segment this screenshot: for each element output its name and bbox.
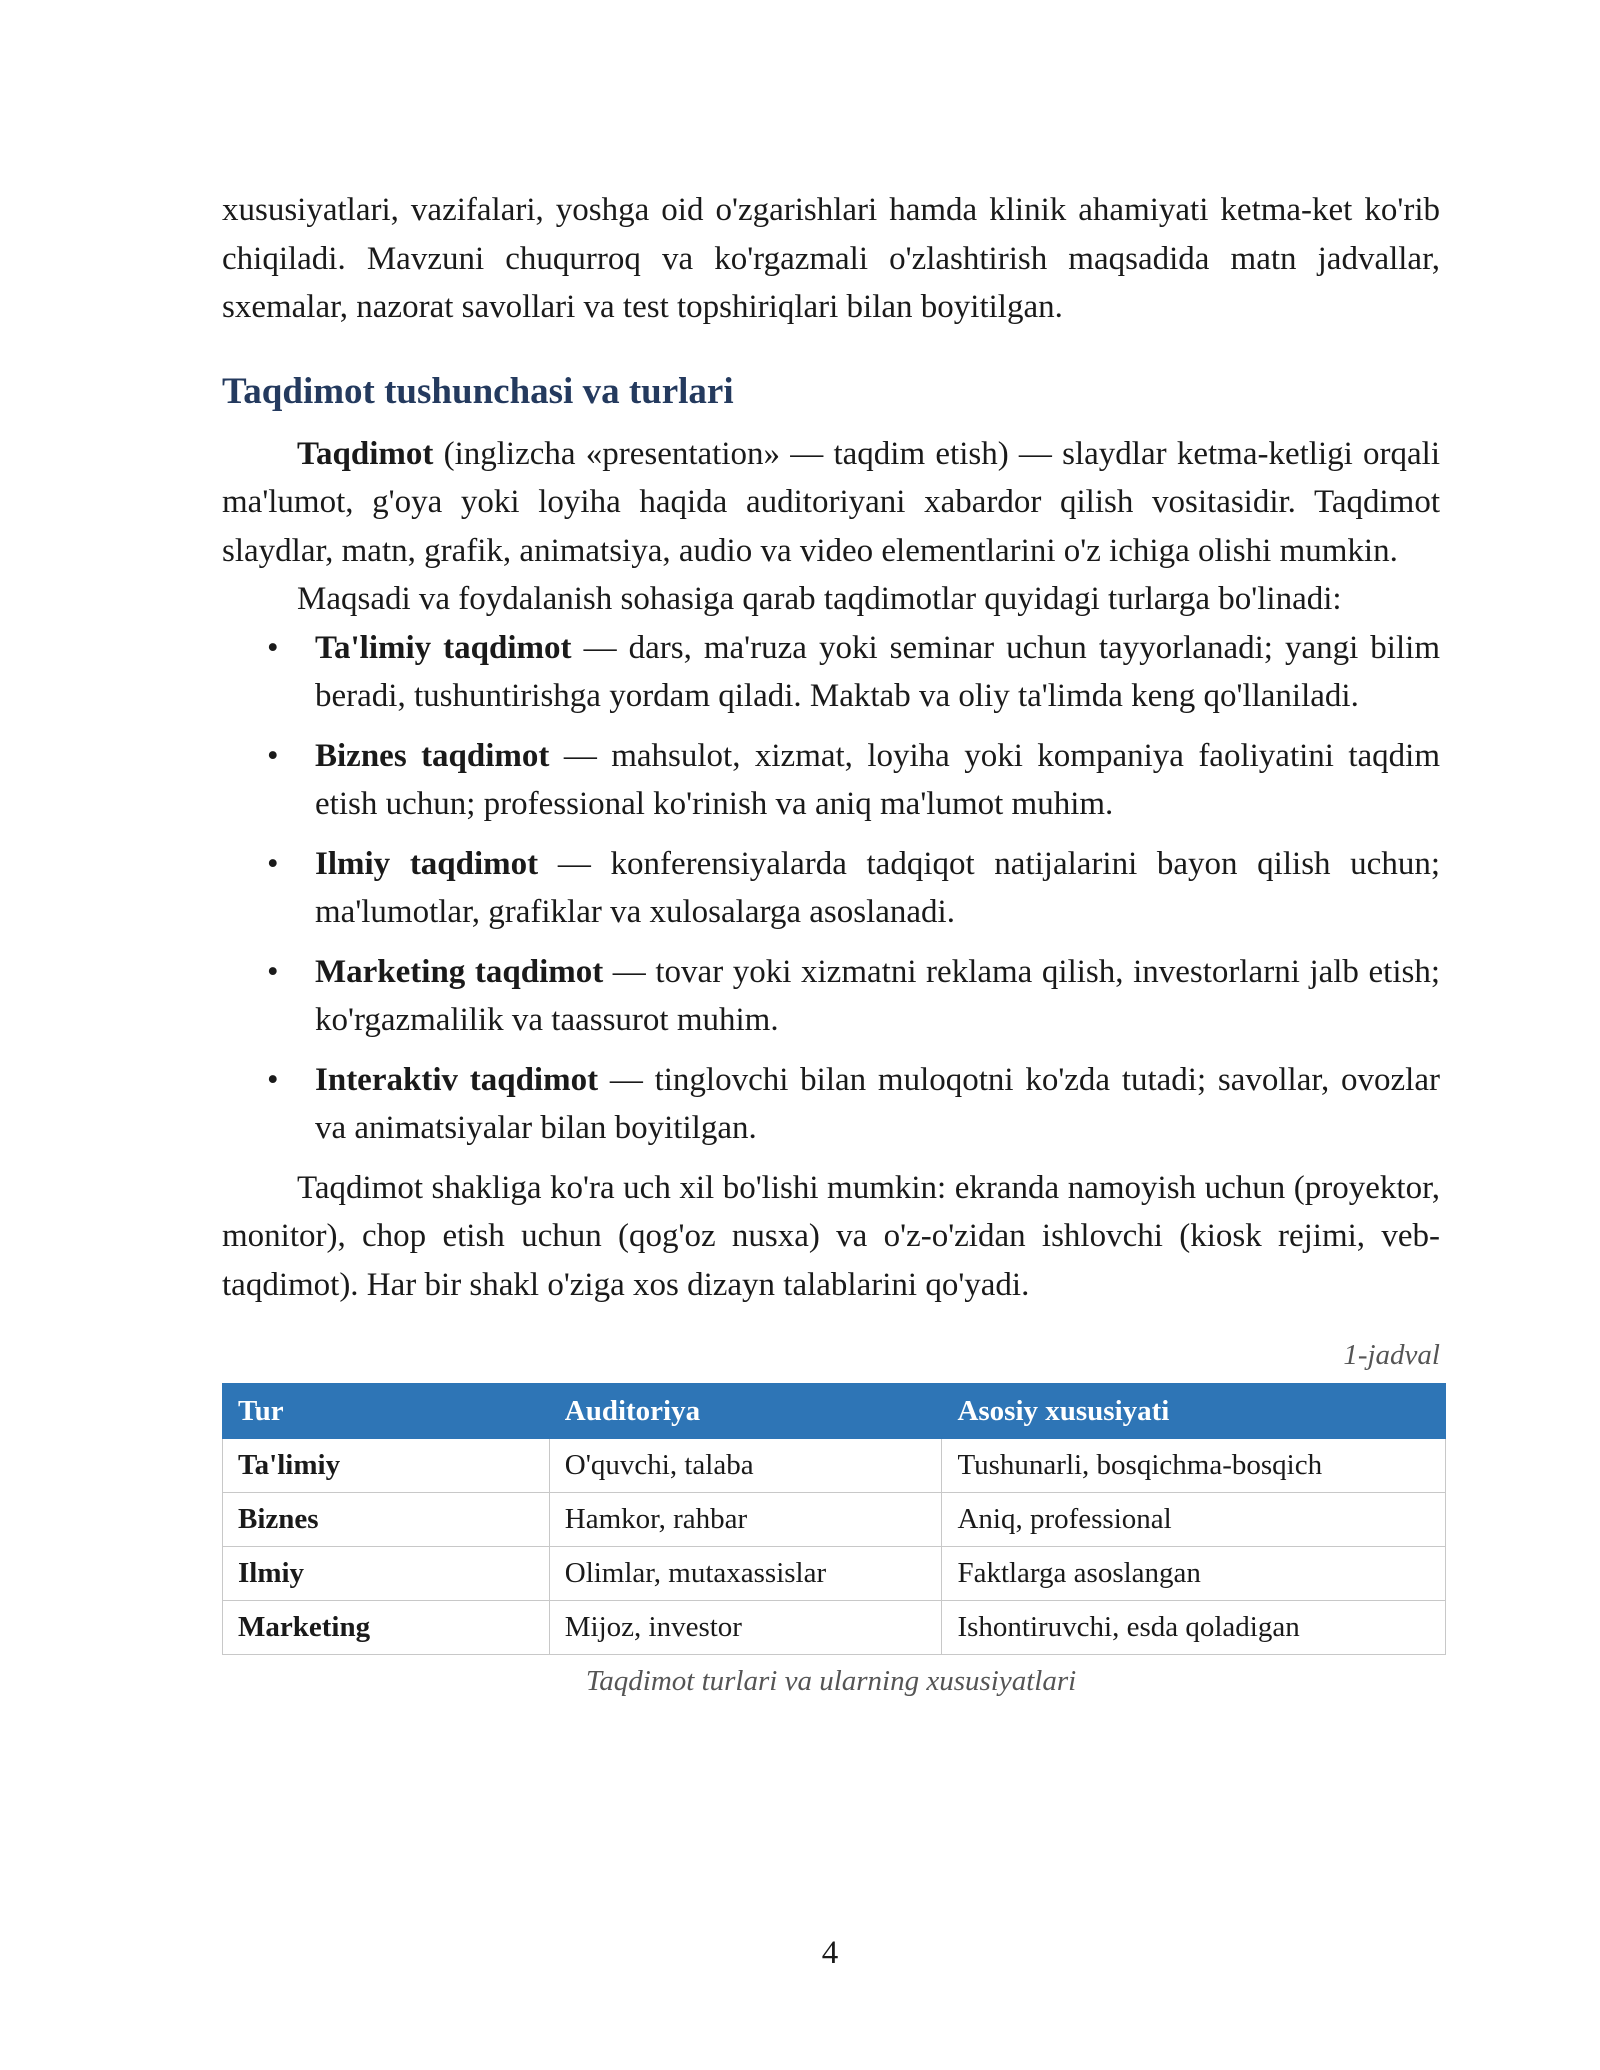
table-cell: Olimlar, mutaxassislar xyxy=(549,1547,942,1601)
table-cell: Mijoz, investor xyxy=(549,1601,942,1655)
table-row xyxy=(223,1547,1446,1601)
list-item-text: — konferensiyalarda tadqiqot natijalarini bayon qilish uchun; ma'lumotlar, grafiklar va xulosalarga asoslanadi. xyxy=(315,845,1440,930)
definition-paragraph xyxy=(222,430,1440,576)
list-item xyxy=(222,1056,1440,1153)
list-item xyxy=(222,840,1440,937)
table-row xyxy=(223,1493,1446,1547)
bullet-icon: • xyxy=(267,629,279,666)
section-heading: Taqdimot tushunchasi va turlari xyxy=(222,370,734,412)
table-row xyxy=(223,1439,1446,1493)
types-table xyxy=(222,1383,1446,1655)
list-item-term: Ilmiy taqdimot xyxy=(315,845,539,882)
forms-paragraph: Taqdimot shakliga ko'ra uch xil bo'lishi mumkin: ekranda namoyish uchun (proyektor, monitor), chop etish uchun (qog'oz nusxa) va o'z-o'zidan ishlovchi (kiosk rejimi, veb-taqdimot). Har bir shakl o'ziga xos dizayn talablarini qo'yadi. xyxy=(222,1169,1440,1303)
page-content xyxy=(222,186,1440,1701)
table-cell: Tushunarli, bosqichma-bosqich xyxy=(942,1439,1446,1493)
bullet-icon: • xyxy=(267,845,279,882)
list-item xyxy=(222,624,1440,721)
table-cell: Marketing xyxy=(223,1601,550,1655)
list-item-text: — tinglovchi bilan muloqotni ko'zda tutadi; savollar, ovozlar va animatsiyalar bilan boyitilgan. xyxy=(315,1061,1440,1146)
bullet-icon: • xyxy=(267,737,279,774)
table-cell: Faktlarga asoslangan xyxy=(942,1547,1446,1601)
intro-paragraph: xususiyatlari, vazifalari, yoshga oid o'zgarishlari hamda klinik ahamiyati ketma-ket ko'rib chiqiladi. Mavzuni chuqurroq va ko'rgazmali o'zlashtirish maqsadida matn jadvallar, sxemalar, nazorat savollari va test topshiriqlari bilan boyitilgan. xyxy=(222,192,1440,325)
table-cell: Ta'limiy xyxy=(223,1439,550,1493)
table-header-cell: Tur xyxy=(223,1384,550,1439)
table-cell: Aniq, professional xyxy=(942,1493,1446,1547)
definition-text: (inglizcha «presentation» — taqdim etish) — slaydlar ketma-ketligi orqali ma'lumot, g'oya yoki loyiha haqida auditoriyani xabardor qilish vositasidir. Taqdimot slaydlar, matn, grafik, animatsiya, audio va video elementlarini o'z ichiga olishi mumkin. xyxy=(222,435,1440,569)
table-cell: Biznes xyxy=(223,1493,550,1547)
table-cell: O'quvchi, talaba xyxy=(549,1439,942,1493)
types-intro-paragraph: Maqsadi va foydalanish sohasiga qarab taqdimotlar quyidagi turlarga bo'linadi: xyxy=(297,581,1342,617)
table-header-cell: Asosiy xususiyati xyxy=(942,1384,1446,1439)
table-cell: Ilmiy xyxy=(223,1547,550,1601)
table-header-row xyxy=(223,1384,1446,1439)
table-caption: Taqdimot turlari va ularning xususiyatlari xyxy=(585,1665,1077,1697)
list-item-text: — dars, ma'ruza yoki seminar uchun tayyorlanadi; yangi bilim beradi, tushuntirishga yordam qiladi. Maktab va oliy ta'limda keng qo'llaniladi. xyxy=(315,629,1440,714)
list-item-term: Marketing taqdimot xyxy=(315,953,604,990)
list-item-text: — mahsulot, xizmat, loyiha yoki kompaniya faoliyatini taqdim etish uchun; professional ko'rinish va aniq ma'lumot muhim. xyxy=(315,737,1440,822)
table-cell: Ishontiruvchi, esda qoladigan xyxy=(942,1601,1446,1655)
table-cell: Hamkor, rahbar xyxy=(549,1493,942,1547)
list-item xyxy=(222,948,1440,1045)
list-item-term: Interaktiv taqdimot xyxy=(315,1061,599,1098)
table-number: 1-jadval xyxy=(1343,1339,1440,1371)
bullet-icon: • xyxy=(267,953,279,990)
table-header-cell: Auditoriya xyxy=(549,1384,942,1439)
definition-term: Taqdimot xyxy=(297,435,434,472)
table-row xyxy=(223,1601,1446,1655)
list-item-term: Biznes taqdimot xyxy=(315,737,550,774)
page-number: 4 xyxy=(821,1935,839,1971)
list-item xyxy=(222,732,1440,829)
types-list xyxy=(222,624,1440,1153)
list-item-term: Ta'limiy taqdimot xyxy=(315,629,572,666)
list-item-text: — tovar yoki xizmatni reklama qilish, investorlarni jalb etish; ko'rgazmalilik va taassurot muhim. xyxy=(315,953,1440,1038)
bullet-icon: • xyxy=(267,1061,279,1098)
